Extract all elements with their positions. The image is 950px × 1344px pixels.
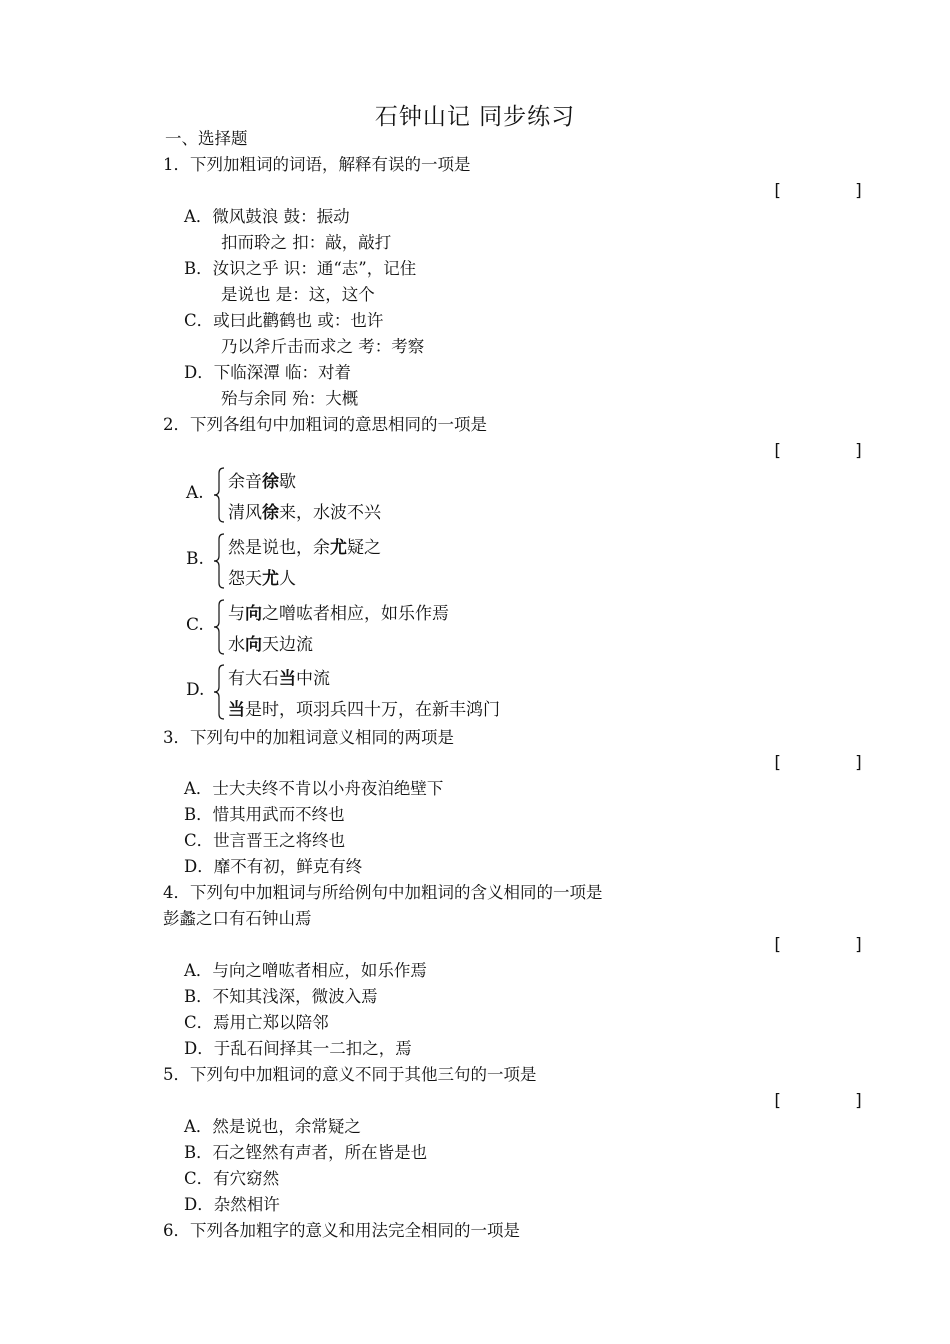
q4-option-a: A．与向之噌吰者相应，如乐作焉 <box>184 961 427 980</box>
option-sentence-2: 水向天边流 <box>228 635 313 655</box>
bold-word: 徐 <box>262 503 279 523</box>
option-label: A. <box>186 483 204 503</box>
q5-option-b: B．石之铿然有声者，所在皆是也 <box>184 1143 428 1162</box>
q5-option-a: A．然是说也，余常疑之 <box>184 1117 361 1136</box>
q1-option-c-line2: 乃以斧斤击而求之 考：考察 <box>221 337 425 356</box>
q3-option-d: D．靡不有初，鲜克有终 <box>184 857 363 876</box>
q1-option-b-line2: 是说也 是：这，这个 <box>221 285 375 304</box>
option-sentence-2: 怨天尤人 <box>228 569 296 589</box>
option-label: B. <box>186 549 204 569</box>
q1-option-c: C．或曰此鹳鹤也 或：也许 <box>184 311 384 330</box>
page-title: 石钟山记 同步练习 <box>374 104 576 130</box>
q5-stem: 5．下列句中加粗词的意义不同于其他三句的一项是 <box>163 1065 537 1084</box>
q2-answer-bracket: [ ] <box>772 441 865 461</box>
q3-option-c: C．世言晋王之将终也 <box>184 831 346 850</box>
q3-stem: 3．下列句中的加粗词意义相同的两项是 <box>163 728 454 747</box>
option-sentence-1: 与向之噌吰者相应，如乐作焉 <box>228 604 449 624</box>
q1-option-a-line2: 扣而聆之 扣：敲，敲打 <box>221 233 392 252</box>
q3-option-a: A．士大夫终不肯以小舟夜泊绝壁下 <box>184 779 444 798</box>
option-sentence-1: 余音徐歇 <box>228 472 296 492</box>
option-label: D. <box>186 680 205 700</box>
section-heading: 一、选择题 <box>165 129 248 148</box>
q5-answer-bracket: [ ] <box>772 1091 865 1111</box>
q2-stem: 2．下列各组句中加粗词的意思相同的一项是 <box>163 415 487 434</box>
q3-option-b: B．惜其用武而不终也 <box>184 805 345 824</box>
q5-option-d: D．杂然相许 <box>184 1195 280 1214</box>
option-sentence-1: 然是说也，余尤疑之 <box>228 538 381 558</box>
left-brace-icon <box>213 533 227 589</box>
bold-word: 向 <box>245 635 262 655</box>
bold-word: 当 <box>279 669 296 689</box>
option-sentence-2: 当是时，项羽兵四十万，在新丰鸿门 <box>228 700 500 720</box>
q6-stem: 6．下列各加粗字的意义和用法完全相同的一项是 <box>163 1221 520 1240</box>
bold-word: 向 <box>245 604 262 624</box>
q4-option-d: D．于乱石间择其一二扣之，焉 <box>184 1039 412 1058</box>
q4-option-b: B．不知其浅深，微波入焉 <box>184 987 378 1006</box>
option-label: C. <box>186 615 204 635</box>
option-sentence-1: 有大石当中流 <box>228 669 330 689</box>
q4-answer-bracket: [ ] <box>772 935 865 955</box>
left-brace-icon <box>213 664 227 720</box>
q1-option-d-line2: 殆与余同 殆：大概 <box>221 389 359 408</box>
left-brace-icon <box>213 599 227 655</box>
q1-option-a: A．微风鼓浪 鼓：振动 <box>184 207 350 226</box>
left-brace-icon <box>213 467 227 523</box>
bold-word: 尤 <box>262 569 279 589</box>
q4-option-c: C．焉用亡郑以陪邻 <box>184 1013 329 1032</box>
q3-answer-bracket: [ ] <box>772 753 865 773</box>
q5-option-c: C．有穴窈然 <box>184 1169 280 1188</box>
q1-answer-bracket: [ ] <box>772 181 865 201</box>
bold-word: 当 <box>228 700 245 720</box>
q4-example-sentence: 彭蠡之口有石钟山焉 <box>163 909 312 928</box>
bold-word: 尤 <box>330 538 347 558</box>
q4-stem: 4．下列句中加粗词与所给例句中加粗词的含义相同的一项是 <box>163 883 603 902</box>
q1-option-b: B．汝识之乎 识：通“志”，记住 <box>184 259 417 278</box>
option-sentence-2: 清风徐来，水波不兴 <box>228 503 381 523</box>
bold-word: 徐 <box>262 472 279 492</box>
q1-stem: 1．下列加粗词的词语，解释有误的一项是 <box>163 155 471 174</box>
q1-option-d: D．下临深潭 临：对着 <box>184 363 351 382</box>
